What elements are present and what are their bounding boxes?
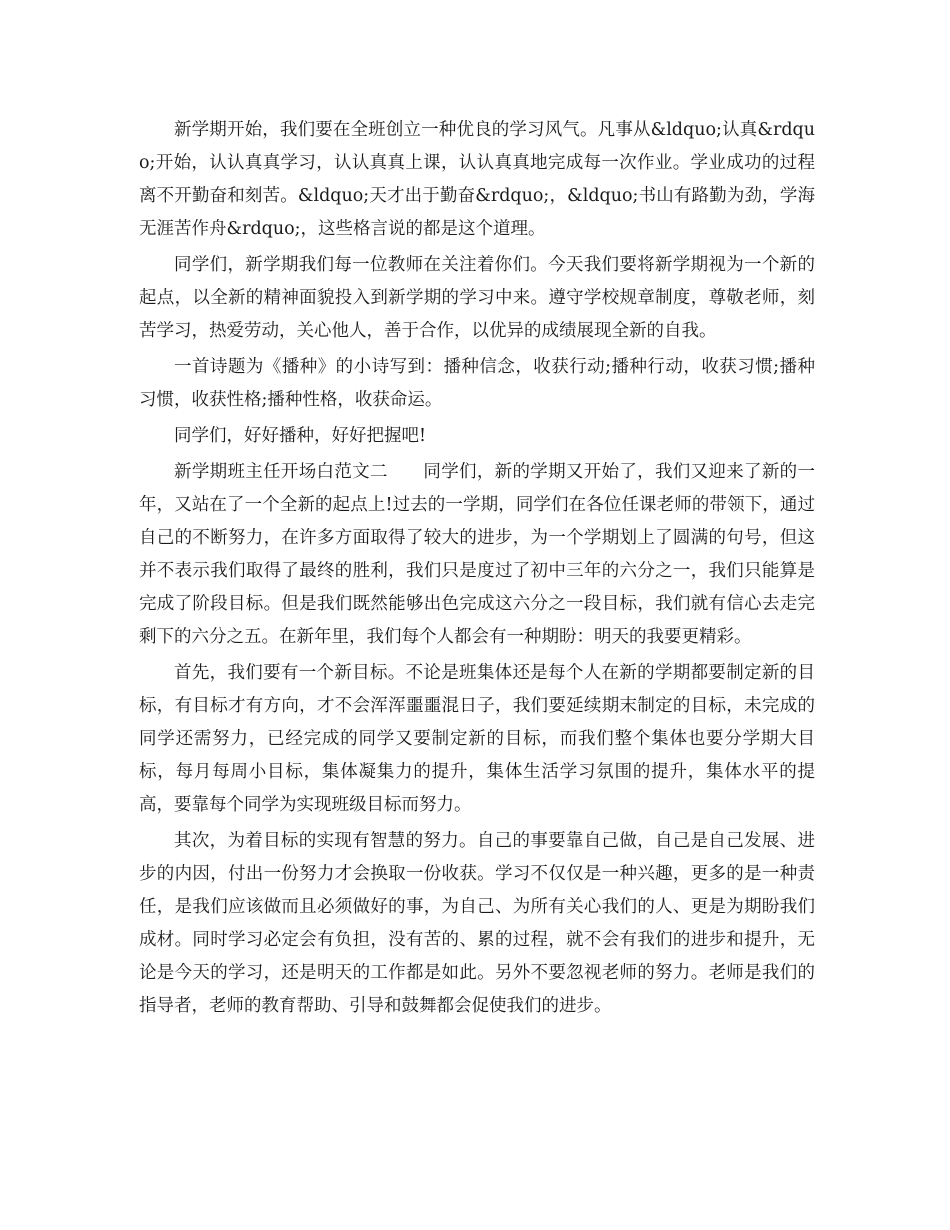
paragraph-study-atmosphere: 新学期开始，我们要在全班创立一种优良的学习风气。凡事从&ldquo;认真&rdquo;开始，认认真真学习，认认真真上课，认认真真地完成每一次作业。学业成功的过程离不开勤奋和刻苦。&ldquo;天才出于勤奋&rdquo;，&ldquo;书山有路勤为劲，学海无涯苦作舟&rdquo;，这些格言说的都是这个道理。	[139, 120, 815, 239]
paragraph-new-starting-point: 同学们，新学期我们每一位教师在关注着你们。今天我们要将新学期视为一个新的起点，以全新的精神面貌投入到新学期的学习中来。遵守学校规章制度，尊敬老师，刻苦学习，热爱劳动，关心他人，善于合作，以优异的成绩展现全新的自我。	[139, 255, 815, 341]
paragraph-new-goal: 首先，我们要有一个新目标。不论是班集体还是每个人在新的学期都要制定新的目标，有目标才有方向，才不会浑浑噩噩混日子，我们要延续期末制定的目标，未完成的同学还需努力，已经完成的同学又要制定新的目标，而我们整个集体也要分学期大目标，每月每周小目标，集体凝集力的提升，集体生活学习氛围的提升，集体水平的提高，要靠每个同学为实现班级目标而努力。	[139, 663, 815, 815]
paragraph-sample-speech-two: 新学期班主任开场白范文二 同学们，新的学期又开始了，我们又迎来了新的一年，又站在了一个全新的起点上!过去的一学期，同学们在各位任课老师的带领下，通过自己的不断努力，在许多方面取得了较大的进步，为一个学期划上了圆满的句号，但这并不表示我们取得了最终的胜利，我们只是度过了初中三年的六分之一，我们只能算是完成了阶段目标。但是我们既然能够出色完成这六分之一段目标，我们就有信心去走完剩下的六分之五。在新年里，我们每个人都会有一种期盼：明天的我要更精彩。	[139, 462, 815, 647]
paragraph-sowing-poem: 一首诗题为《播种》的小诗写到：播种信念，收获行动;播种行动，收获习惯;播种习惯，收获性格;播种性格，收获命运。	[139, 357, 815, 410]
paragraph-seize-the-day: 同学们，好好播种，好好把握吧!	[174, 426, 427, 446]
paragraph-wise-effort: 其次，为着目标的实现有智慧的努力。自己的事要靠自己做，自己是自己发展、进步的内因，付出一份努力才会换取一份收获。学习不仅仅是一种兴趣，更多的是一种责任，是我们应该做而且必须做好的事，为自己、为所有关心我们的人、更是为期盼我们成材。同时学习必定会有负担，没有苦的、累的过程，就不会有我们的进步和提升，无论是今天的学习，还是明天的工作都是如此。另外不要忽视老师的努力。老师是我们的指导者，老师的教育帮助、引导和鼓舞都会促使我们的进步。	[139, 831, 815, 1016]
document-body	[139, 114, 815, 1023]
